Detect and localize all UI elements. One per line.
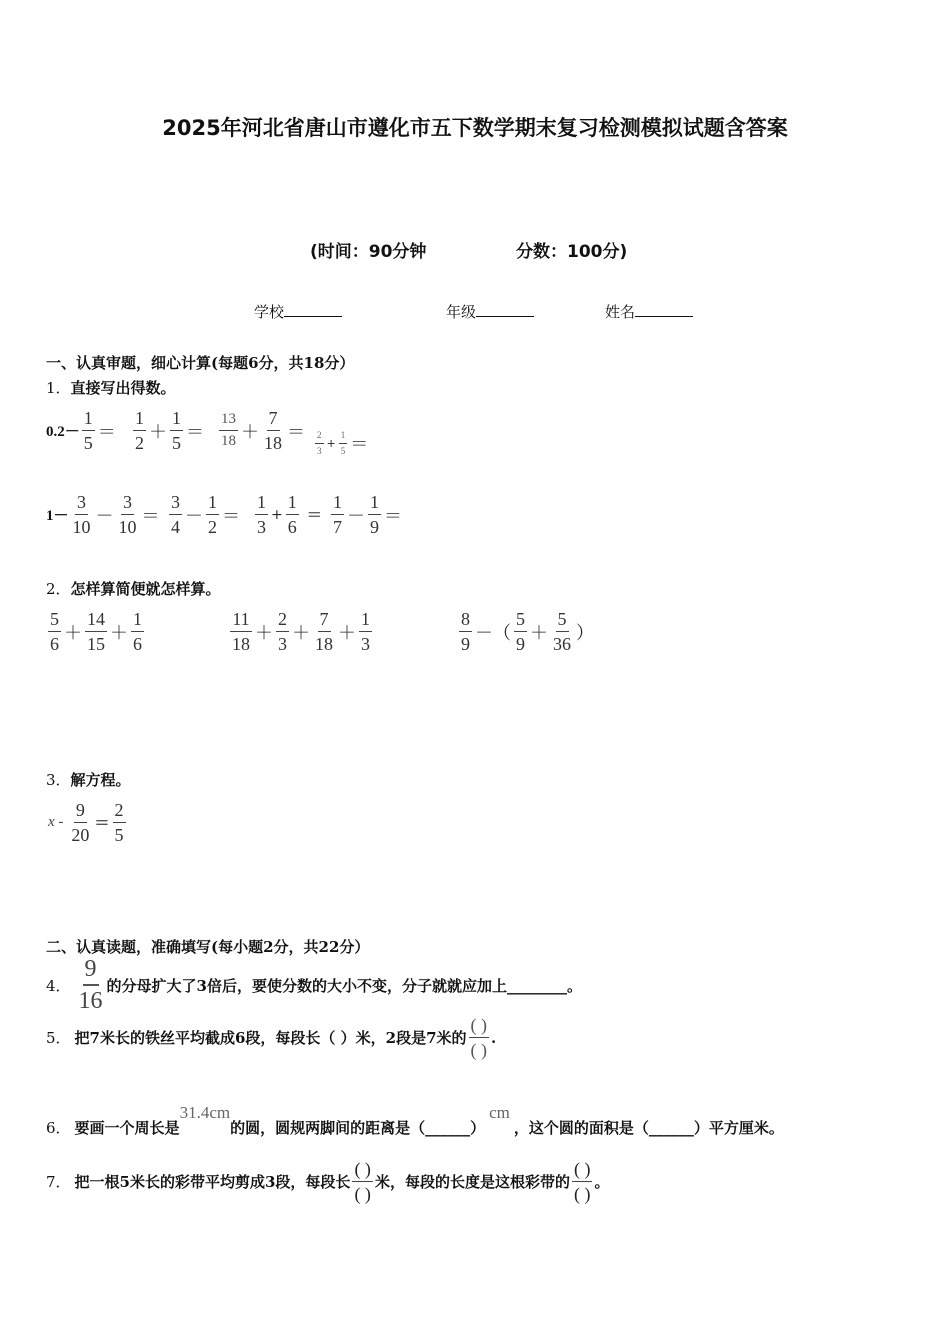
numerator: 7 [318,610,331,632]
operator: ＋ [64,622,82,644]
q4-number: 4． [46,976,71,995]
operator: ＋ [255,622,273,644]
numerator: 11 [230,610,251,632]
denominator: 6 [287,517,297,537]
numerator: 1 [133,409,146,431]
time-label: (时间：90分钟 [310,242,427,262]
q3-number: 3． [46,771,71,789]
grade-field [446,301,534,322]
equals-sign: ＝ [287,421,305,443]
q1-row2-expr2 [167,493,241,536]
fraction [551,610,573,653]
fraction [368,493,381,536]
operator: － [347,505,365,527]
equals-sign: ＝ [186,421,204,443]
denominator: 7 [333,517,342,537]
q2-expr3 [457,610,595,653]
q2-prompt [46,578,221,599]
denominator: 5 [172,433,181,453]
numerator: 1 [368,493,381,515]
operator: + [271,506,283,523]
page-title: 2025年河北省唐山市遵化市五下数学期末复习检测模拟试题含答案 [162,116,788,140]
name-blank [635,302,693,317]
denominator: 20 [71,825,90,845]
numerator: 3 [121,493,134,515]
fraction [255,493,268,536]
fraction [170,409,183,452]
denominator: 6 [50,634,59,654]
fraction [82,409,95,452]
score-label: 分数：100分) [516,242,628,262]
fraction [131,610,144,653]
numerator: 9 [83,957,99,986]
q6-number: 6． [46,1119,71,1137]
operator: ＋ [110,622,128,644]
q1-row1-expr4 [313,430,369,456]
numerator: 1 [206,493,219,515]
q1-row2-expr4 [329,493,403,536]
blank-fraction [572,1160,593,1203]
q3-text: 解方程。 [70,771,131,789]
q3-prompt [46,769,131,790]
denominator: 2 [208,517,217,537]
q7 [46,1160,609,1203]
denominator: 5 [83,433,93,453]
q4 [46,957,582,1013]
fraction [71,493,93,536]
numerator: 1 [170,409,183,431]
fraction [331,493,344,536]
fraction [359,610,372,653]
fraction [206,493,219,536]
numerator: 8 [459,610,472,632]
numerator: 1 [331,493,344,515]
q5-number: 5． [46,1029,71,1047]
equation-lead: x - [48,814,64,830]
fraction [262,409,284,452]
denominator: 10 [72,517,91,537]
numerator: 3 [75,493,88,515]
fraction [169,493,182,536]
q1-number: 1． [46,379,71,397]
q7-end: 。 [594,1173,610,1191]
denominator: 3 [257,517,266,537]
equals-sign: ＝ [97,421,116,443]
q1-row2-expr1 [46,493,161,536]
grade-blank [476,302,534,317]
denominator: 9 [370,517,379,537]
denominator: 18 [315,634,333,654]
denominator: 15 [87,634,105,654]
fraction [286,493,299,536]
school-field [254,301,342,322]
q7-text1: 把一根5米长的彩带平均剪成3段，每段长 [74,1173,351,1191]
equals-sign: ＝ [141,505,160,527]
numerator: 1 [339,431,348,444]
expr-lead: 0.2－ [46,424,80,440]
q5-end: . [491,1028,497,1047]
numerator: 14 [85,610,107,632]
equals-sign: = [306,504,322,525]
denominator: 10 [118,517,137,537]
denominator: 36 [553,634,571,654]
numerator: 5 [556,610,569,632]
fraction [77,957,105,1013]
fraction [69,801,91,844]
school-blank [284,302,342,317]
equals-sign: ＝ [222,505,240,527]
operator: － [185,505,203,527]
q2-text: 怎样算简便就怎样算。 [70,580,221,598]
fraction [230,610,252,653]
numerator: ( ) [572,1160,593,1182]
q6-text1: 要画一个周长是 [74,1119,180,1137]
q6-length: 31.4cm [179,1103,231,1122]
grade-label: 年级 [446,303,477,321]
q2-expr1 [46,610,146,653]
fraction [313,610,335,653]
school-label: 学校 [254,303,285,321]
q6-text3: ，这个圆的面积是（______）平方厘米。 [513,1119,784,1137]
equals-sign: = [94,812,110,833]
denominator: 5 [340,445,346,456]
q6-text2: 的圆，圆规两脚间的距离是（______） [230,1119,486,1137]
denominator: 16 [78,988,103,1014]
numerator: 9 [74,801,87,823]
denominator: ( ) [354,1184,371,1204]
fraction [276,610,289,653]
q1-text: 直接写出得数。 [70,379,176,397]
close-paren: ） [576,622,594,644]
numerator: 1 [82,409,95,431]
numerator: 5 [48,610,61,632]
denominator: 18 [232,634,250,654]
numerator: 2 [276,610,289,632]
fraction [514,610,527,653]
q2-expr2 [228,610,374,653]
denominator: 9 [516,634,525,654]
operator: ＋ [338,622,356,644]
q1-row1-expr2 [131,409,205,452]
denominator: 3 [361,634,370,654]
q7-text2: 米，每段的长度是这根彩带的 [374,1173,570,1191]
operator: －（ [475,622,511,644]
fraction [315,431,324,456]
q3-equation [48,801,128,844]
section1-heading: 一、认真审题，细心计算(每题6分，共18分） [46,354,355,372]
fraction [339,431,348,456]
numerator: 1 [255,493,268,515]
numerator: 7 [267,409,280,431]
q6 [46,1103,784,1138]
numerator: 5 [514,610,527,632]
denominator: 3 [317,445,322,456]
blank-fraction [352,1160,373,1203]
numerator: 2 [315,431,324,444]
numerator: 13 [219,412,238,431]
q6-unit: cm [489,1103,510,1122]
equals-sign: ＝ [384,505,402,527]
q1-prompt [46,377,176,398]
operator: － [95,505,114,527]
q4-text: 的分母扩大了3倍后，要使分数的大小不变，分子就就应加上________。 [106,976,582,995]
expr-lead: 1－ [46,508,69,524]
denominator: 4 [171,517,180,537]
operator: ＋ [530,622,548,644]
q1-row2-expr3 [253,493,323,536]
denominator: 2 [135,433,144,453]
numerator: 2 [113,801,126,823]
blank-fraction [469,1016,490,1059]
denominator: 18 [264,433,282,453]
fraction [85,610,107,653]
operator: ＋ [292,622,310,644]
fraction [48,610,61,653]
denominator: 9 [461,634,470,654]
fraction [113,801,126,844]
q2-number: 2． [46,580,71,598]
numerator: 1 [131,610,144,632]
fraction [133,409,146,452]
operator: + [326,436,336,450]
denominator: 18 [221,433,236,449]
q1-row1-expr1 [46,409,117,452]
fraction [459,610,472,653]
q5-text: 把7米长的铁丝平均截成6段，每段长（ ）米，2段是7米的 [74,1029,467,1047]
name-label: 姓名 [605,303,636,321]
q5 [46,1016,496,1059]
denominator: ( ) [470,1040,488,1060]
section2-heading: 二、认真读题，准确填写(每小题2分，共22分） [46,938,370,956]
fraction [117,493,139,536]
numerator: ( ) [352,1160,373,1182]
denominator: 5 [114,825,124,845]
operator: ＋ [149,421,167,443]
q7-number: 7． [46,1173,71,1191]
denominator: 3 [278,634,287,654]
denominator: 6 [133,634,142,654]
operator: ＋ [241,421,259,443]
q1-row1-expr3 [217,409,306,452]
numerator: ( ) [469,1016,490,1038]
numerator: 3 [169,493,182,515]
name-field [605,301,693,322]
fraction [219,412,238,449]
denominator: ( ) [573,1184,591,1204]
numerator: 1 [286,493,299,515]
numerator: 1 [359,610,372,632]
equals-sign: ＝ [350,434,369,455]
